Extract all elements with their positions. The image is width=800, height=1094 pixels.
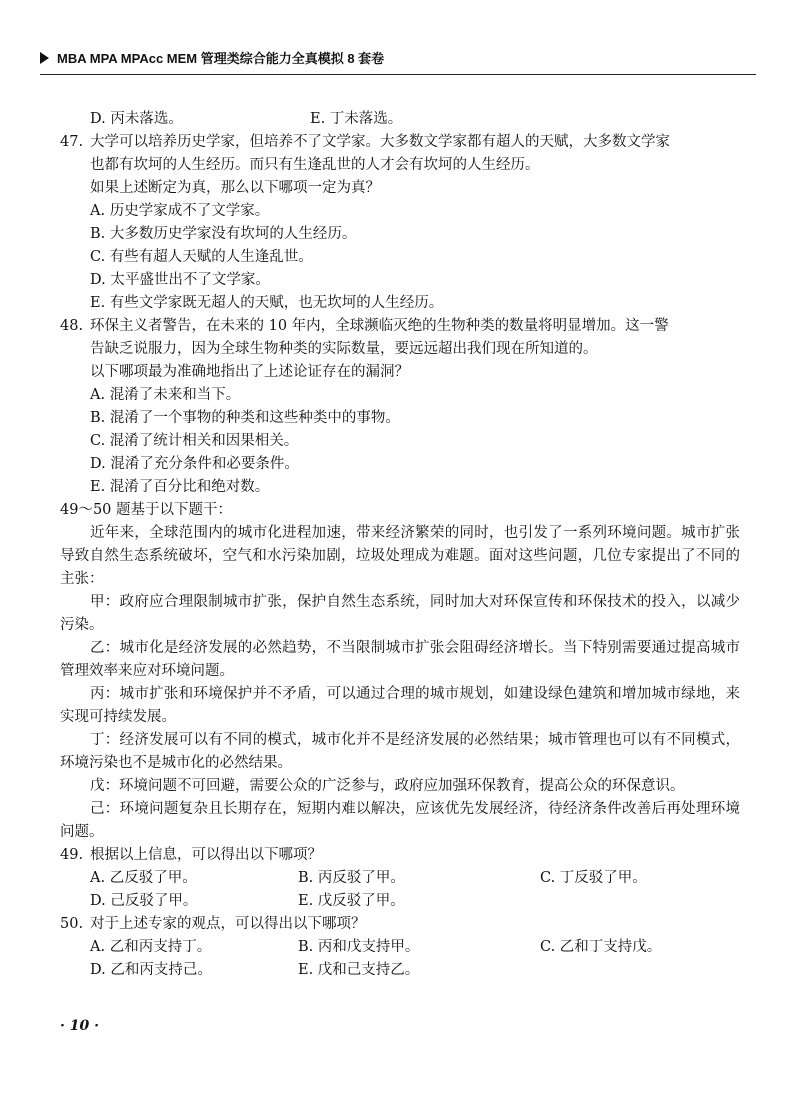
- shared-paragraph: 近年来，全球范围内的城市化进程加速，带来经济繁荣的同时，也引发了一系列环境问题。城市扩张导致自然生态系统破坏，空气和水污染加剧，垃圾处理成为难题。面对这些问题，几位专家提出了不同的主张：: [60, 525, 740, 587]
- expert-ji: 己：环境问题复杂且长期存在，短期内难以解决，应该优先发展经济，待经济条件改善后再处理环境问题。: [60, 801, 740, 840]
- question-stem-cont: 也都有坎坷的人生经历。而只有生逢乱世的人才会有坎坷的人生经历。: [90, 157, 540, 173]
- option-c: C. 丁反驳了甲。: [540, 870, 647, 886]
- header-title: MBA MPA MPAcc MEM 管理类综合能力全真模拟 8 套卷: [57, 51, 385, 66]
- option-d: D. 己反驳了甲。: [90, 893, 198, 909]
- option-a: A. 混淆了未来和当下。: [90, 387, 241, 403]
- page-content: [60, 108, 740, 982]
- question-stem: 大学可以培养历史学家，但培养不了文学家。大多数文学家都有超人的天赋，大多数文学家: [90, 134, 670, 150]
- option-e: E. 戊反驳了甲。: [298, 893, 405, 909]
- option-d: D. 太平盛世出不了文学家。: [90, 272, 270, 288]
- expert-ding: 丁：经济发展可以有不同的模式，城市化并不是经济发展的必然结果；城市管理也可以有不同模式，环境污染也不是城市化的必然结果。: [60, 732, 740, 771]
- shared-stem: [60, 499, 740, 844]
- option-e: E. 混淆了百分比和绝对数。: [90, 479, 270, 495]
- expert-jia: 甲：政府应合理限制城市扩张，保护自然生态系统，同时加大对环保宣传和环保技术的投入，以减少污染。: [60, 594, 740, 633]
- question-stem: 对于上述专家的观点，可以得出以下哪项？: [90, 916, 366, 932]
- question-48: [60, 315, 740, 499]
- question-ask: 以下哪项最为准确地指出了上述论证存在的漏洞？: [90, 364, 409, 380]
- question-number: 50.: [60, 916, 84, 932]
- prev-options-row: [60, 108, 740, 131]
- option-a: A. 乙和丙支持丁。: [90, 939, 212, 955]
- expert-yi: 乙：城市化是经济发展的必然趋势，不当限制城市扩张会阻碍经济增长。当下特别需要通过提高城市管理效率来应对环境问题。: [60, 640, 740, 679]
- options-row-2: [60, 959, 740, 982]
- option-c: C. 混淆了统计相关和因果相关。: [90, 433, 299, 449]
- header-rule: [40, 74, 756, 75]
- option-b: B. 丙反驳了甲。: [298, 870, 405, 886]
- option-d: D. 乙和丙支持己。: [90, 962, 212, 978]
- expert-wu: 戊：环境问题不可回避，需要公众的广泛参与，政府应加强环保教育，提高公众的环保意识。: [90, 778, 685, 794]
- shared-intro: 49～50 题基于以下题干：: [60, 502, 233, 518]
- triangle-marker-icon: [40, 52, 49, 64]
- option-b: B. 混淆了一个事物的种类和这些种类中的事物。: [90, 410, 400, 426]
- option-e: E. 有些文学家既无超人的天赋，也无坎坷的人生经历。: [90, 295, 444, 311]
- options-row-2: [60, 890, 740, 913]
- question-47: [60, 131, 740, 315]
- page-header: [40, 48, 756, 67]
- question-number: 49.: [60, 847, 84, 863]
- expert-bing: 丙：城市扩张和环境保护并不矛盾，可以通过合理的城市规划，如建设绿色建筑和增加城市绿地，来实现可持续发展。: [60, 686, 740, 725]
- option-b: B. 大多数历史学家没有坎坷的人生经历。: [90, 226, 357, 242]
- page-number: · 10 ·: [60, 1018, 99, 1034]
- option-c: C. 乙和丁支持戊。: [540, 939, 662, 955]
- option-b: B. 丙和戊支持甲。: [298, 939, 420, 955]
- option-d: D. 混淆了充分条件和必要条件。: [90, 456, 299, 472]
- option-e: E. 丁未落选。: [310, 111, 403, 127]
- option-c: C. 有些有超人天赋的人生逢乱世。: [90, 249, 313, 265]
- options-row-1: [60, 936, 740, 959]
- question-stem: 根据以上信息，可以得出以下哪项？: [90, 847, 322, 863]
- options-row-1: [60, 867, 740, 890]
- option-a: A. 历史学家成不了文学家。: [90, 203, 270, 219]
- question-stem: 环保主义者警告，在未来的 10 年内，全球濒临灭绝的生物种类的数量将明显增加。这一警: [90, 318, 669, 334]
- question-49: [60, 844, 740, 913]
- option-a: A. 乙反驳了甲。: [90, 870, 197, 886]
- option-e: E. 戊和己支持乙。: [298, 962, 420, 978]
- option-d: D. 丙未落选。: [90, 111, 183, 127]
- question-number: 48.: [60, 318, 84, 334]
- question-ask: 如果上述断定为真，那么以下哪项一定为真？: [90, 180, 380, 196]
- question-stem-cont: 告缺乏说服力，因为全球生物种类的实际数量，要远远超出我们现在所知道的。: [90, 341, 598, 357]
- question-50: [60, 913, 740, 982]
- question-number: 47.: [60, 134, 84, 150]
